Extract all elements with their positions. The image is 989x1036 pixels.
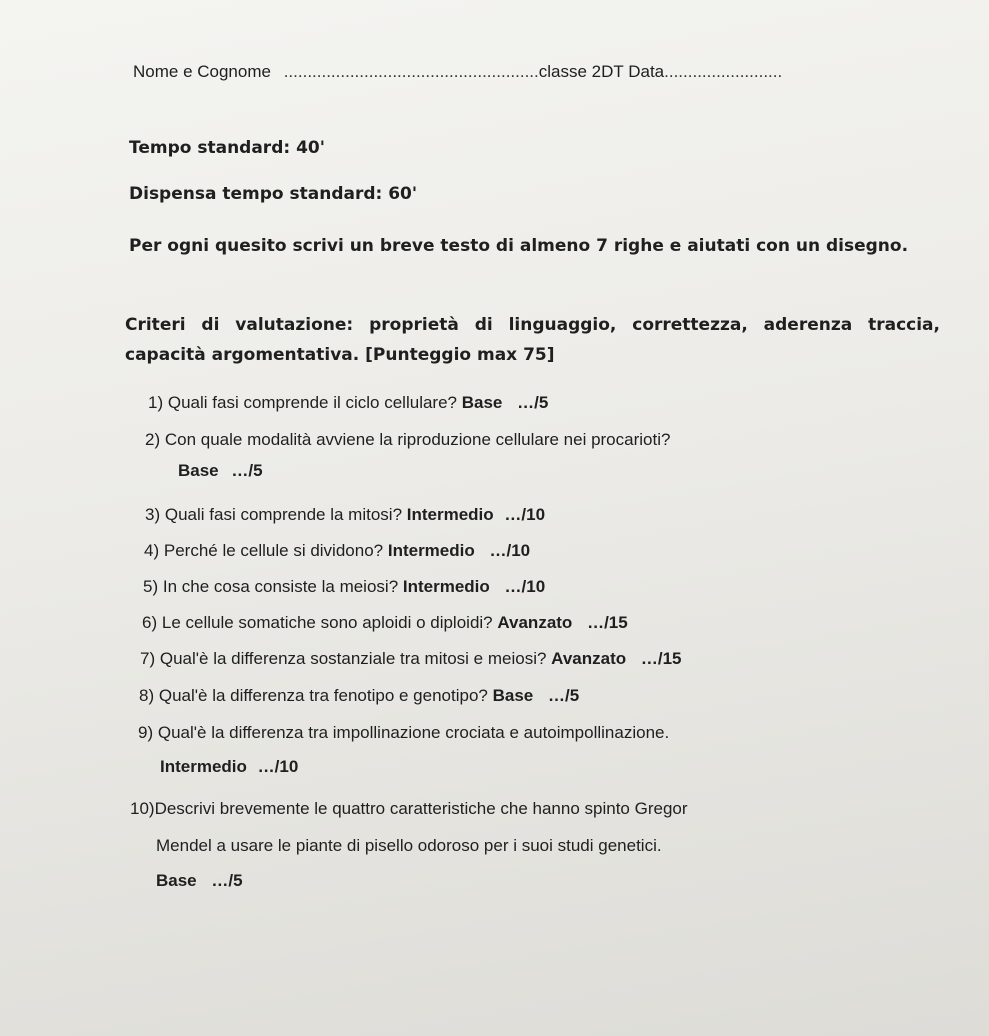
question-score: …/15 xyxy=(640,649,682,668)
question-number: 2) xyxy=(145,430,161,449)
question-level: Base xyxy=(156,871,197,890)
question-number: 8) xyxy=(139,686,155,705)
question-number: 9) xyxy=(138,723,154,742)
question-number: 6) xyxy=(142,613,158,632)
question-score: …/5 xyxy=(231,461,263,480)
question-5 xyxy=(143,572,545,602)
question-text: Perché le cellule si dividono? xyxy=(163,541,384,560)
question-2 xyxy=(145,425,670,455)
question-7 xyxy=(140,644,682,674)
question-number: 7) xyxy=(140,649,156,668)
question-1 xyxy=(148,388,548,418)
question-text: Qual'è la differenza tra fenotipo e genotipo? xyxy=(158,686,488,705)
question-level: Avanzato xyxy=(551,649,627,668)
standard-time: Tempo standard: 40' xyxy=(129,138,325,158)
question-score: …/15 xyxy=(587,613,628,632)
question-3 xyxy=(145,500,545,530)
question-text: Quali fasi comprende il ciclo cellulare? xyxy=(167,393,457,412)
name-blank: ...................................................... xyxy=(283,62,539,81)
date-blank: ......................... xyxy=(664,62,783,81)
question-number: 1) xyxy=(148,393,164,412)
question-4 xyxy=(144,536,530,566)
class-label: classe 2DT xyxy=(538,62,624,81)
question-10-meta xyxy=(156,866,243,896)
question-number: 5) xyxy=(143,577,159,596)
date-label: Data xyxy=(628,62,665,81)
question-number: 10) xyxy=(130,799,155,818)
name-label: Nome e Cognome xyxy=(133,62,271,81)
question-level: Base xyxy=(461,393,503,412)
question-text: Qual'è la differenza tra impollinazione crociata e autoimpollinazione. xyxy=(157,723,670,742)
grading-criteria: Criteri di valutazione: proprietà di linguaggio, correttezza, aderenza traccia, capacità argomentativa. [Punteggio max 75] xyxy=(125,315,940,365)
question-9-meta xyxy=(160,752,298,782)
question-text: In che cosa consiste la meiosi? xyxy=(162,577,399,596)
question-score: …/10 xyxy=(504,577,546,596)
question-score: …/10 xyxy=(504,505,546,524)
question-2-meta xyxy=(178,456,263,486)
question-level: Intermedio xyxy=(402,577,490,596)
question-level: Intermedio xyxy=(406,505,494,524)
question-level: Base xyxy=(178,461,219,480)
extended-time: Dispensa tempo standard: 60' xyxy=(129,184,418,204)
question-level: Avanzato xyxy=(497,613,573,632)
question-6 xyxy=(142,608,628,638)
question-score: …/5 xyxy=(517,393,549,412)
question-text: Le cellule somatiche sono aploidi o diploidi? xyxy=(161,613,493,632)
question-number: 4) xyxy=(144,541,160,560)
question-score: …/10 xyxy=(257,757,299,776)
question-text: Qual'è la differenza sostanziale tra mitosi e meiosi? xyxy=(159,649,547,668)
question-text: Quali fasi comprende la mitosi? xyxy=(164,505,403,524)
question-10-line2: Mendel a usare le piante di pisello odoroso per i suoi studi genetici. xyxy=(156,836,662,855)
header-line xyxy=(133,62,782,82)
question-level: Intermedio xyxy=(387,541,475,560)
question-text: Descrivi brevemente le quattro caratteristiche che hanno spinto Gregor xyxy=(154,799,688,818)
instructions: Per ogni quesito scrivi un breve testo di almeno 7 righe e aiutati con un disegno. xyxy=(129,236,909,256)
question-score: …/10 xyxy=(489,541,531,560)
question-number: 3) xyxy=(145,505,161,524)
question-8 xyxy=(139,681,579,711)
question-score: …/5 xyxy=(547,686,580,705)
question-10 xyxy=(130,794,688,824)
question-score: …/5 xyxy=(211,871,243,890)
question-level: Base xyxy=(492,686,534,705)
question-text: Con quale modalità avviene la riproduzione cellulare nei procarioti? xyxy=(164,430,671,449)
question-9 xyxy=(138,718,669,748)
question-level: Intermedio xyxy=(160,757,247,776)
